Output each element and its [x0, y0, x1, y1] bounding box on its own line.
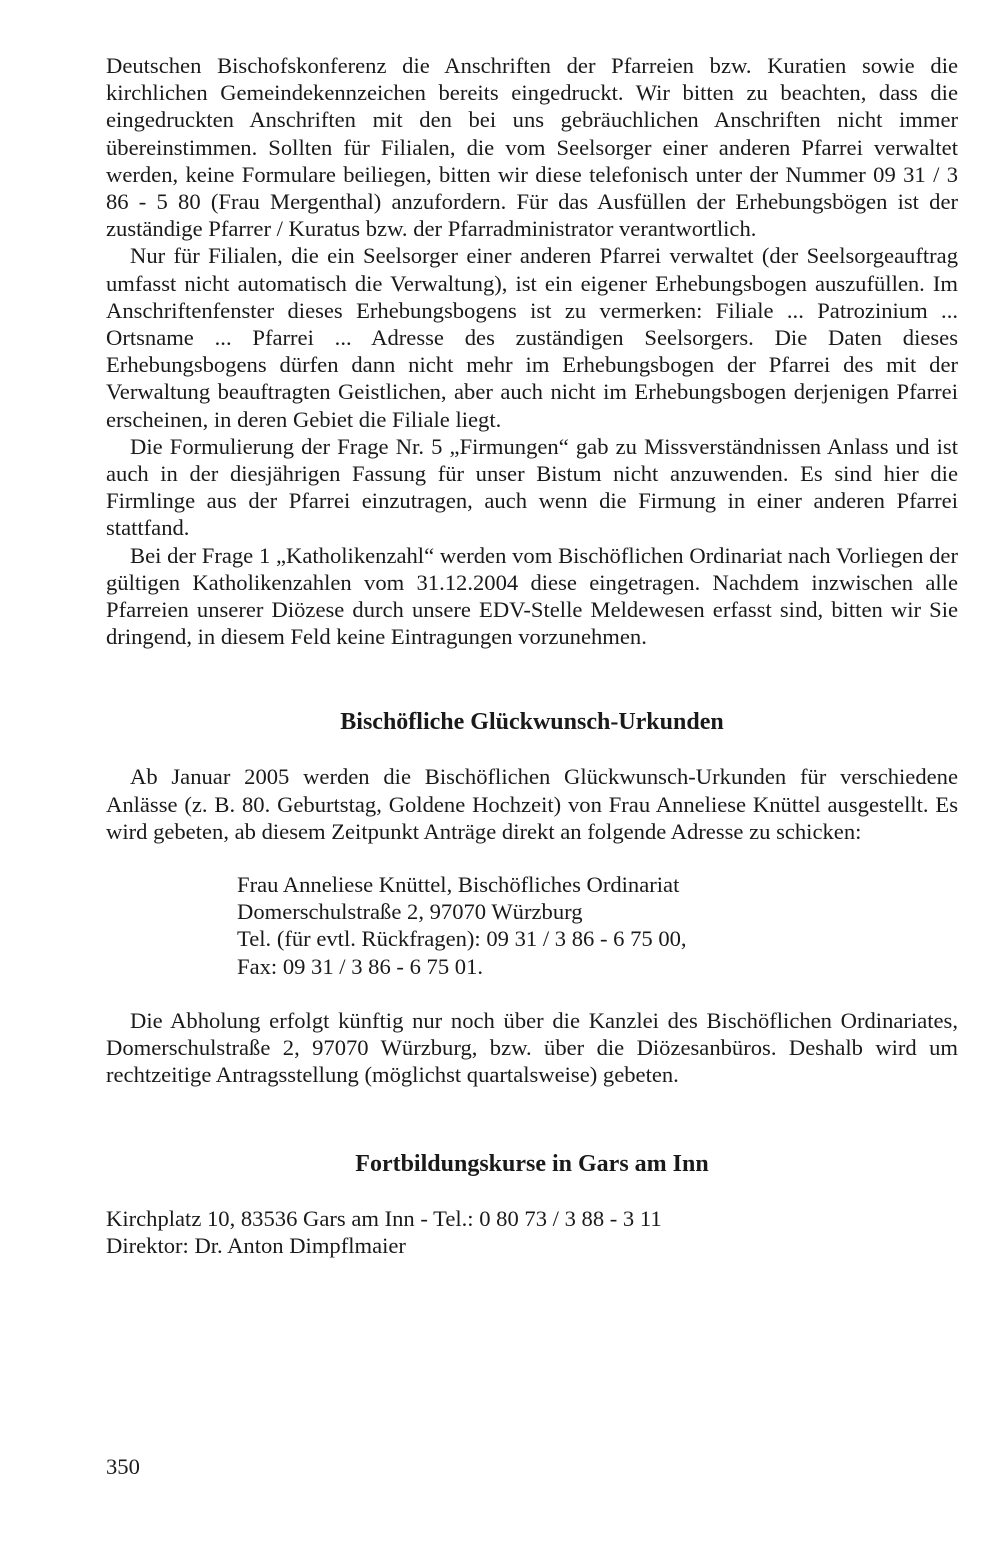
contact-line-address: Kirchplatz 10, 83536 Gars am Inn - Tel.: 0 80 73 / 3 88 - 3 11 — [106, 1205, 662, 1231]
document-page — [106, 52, 958, 1259]
address-line-street: Domerschulstraße 2, 97070 Würzburg — [237, 899, 583, 925]
paragraph-urkunden-abholung: Die Abholung erfolgt künftig nur noch über die Kanzlei des Bischöflichen Ordinariates, Domerschulstraße 2, 97070 Würzburg, bzw. über die Diözesanbüros. Deshalb wird um rechtzeitige Antragsstellung (möglichst quartalsweise) gebeten. — [106, 1007, 958, 1088]
address-line-fax: Fax: 09 31 / 3 86 - 6 75 01. — [237, 953, 484, 979]
address-line-phone: Tel. (für evtl. Rückfragen): 09 31 / 3 86 - 6 75 00, — [237, 926, 687, 952]
page-number: 350 — [106, 1454, 140, 1479]
address-line-name: Frau Anneliese Knüttel, Bischöfliches Ordinariat — [237, 872, 680, 898]
paragraph-firmungen: Die Formulierung der Frage Nr. 5 „Firmungen“ gab zu Missverständnissen Anlass und ist auch in der diesjährigen Fassung für unser Bistum nicht anzuwenden. Es sind hier die Firmlinge aus der Pfarrei einzutragen, auch wenn die Firmung in einer anderen Pfarrei stattfand. — [106, 433, 958, 541]
paragraph-katholikenzahl: Bei der Frage 1 „Katholikenzahl“ werden vom Bischöflichen Ordinariat nach Vorliegen der gültigen Katholikenzahlen vom 31.12.2004 diese eingetragen. Nachdem inzwischen alle Pfarreien unserer Diözese durch unsere EDV-Stelle Meldewesen erfasst sind, bitten wir Sie dringend, in diesem Feld keine Eintragungen vorzunehmen. — [106, 542, 958, 650]
heading-glueckwunsch-urkunden: Bischöfliche Glückwunsch-Urkunden — [340, 709, 724, 736]
paragraph-urkunden-intro: Ab Januar 2005 werden die Bischöflichen Glückwunsch-Urkunden für verschiedene Anlässe (z. B. 80. Geburtstag, Goldene Hochzeit) von Frau Anneliese Knüttel ausgestellt. Es wird gebeten, ab diesem Zeitpunkt Anträge direkt an folgende Adresse zu schicken: — [106, 764, 958, 844]
paragraph-filialen: Nur für Filialen, die ein Seelsorger einer anderen Pfarrei verwaltet (der Seelsorgeauftrag umfasst nicht automatisch die Verwaltung), ist ein eigener Erhebungsbogen auszufüllen. Im Anschriftenfenster dieses Erhebungsbogens ist zu vermerken: Filiale ... Patrozinium ... Ortsname ... Pfarrei ... Adresse des zuständigen Seelsorgers. Die Daten dieses Erhebungsbogens dürfen dann nicht mehr im Erhebungsbogen der Pfarrei des mit der Verwaltung beauftragten Geistlichen, aber auch nicht im Erhebungsbogen derjenigen Pfarrei erscheinen, in deren Gebiet die Filiale liegt. — [106, 243, 958, 432]
heading-fortbildungskurse: Fortbildungskurse in Gars am Inn — [355, 1150, 709, 1177]
contact-line-director: Direktor: Dr. Anton Dimpflmaier — [106, 1232, 406, 1258]
paragraph-anschriften: Deutschen Bischofskonferenz die Anschriften der Pfarreien bzw. Kuratien sowie die kirchlichen Gemeindekennzeichen bereits eingedruckt. Wir bitten zu beachten, dass die eingedruckten Anschriften mit den bei uns gebräuchlichen Anschriften nicht immer übereinstimmen. Sollten für Filialen, die vom Seelsorger einer anderen Pfarrei verwaltet werden, keine Formulare beiliegen, bitten wir diese telefonisch unter der Nummer 09 31 / 3 86 - 5 80 (Frau Mergenthal) anzufordern. Für das Ausfüllen der Erhebungsbögen ist der zuständige Pfarrer / Kuratus bzw. der Pfarradministrator verantwortlich. — [106, 53, 958, 242]
address-block — [237, 871, 958, 980]
